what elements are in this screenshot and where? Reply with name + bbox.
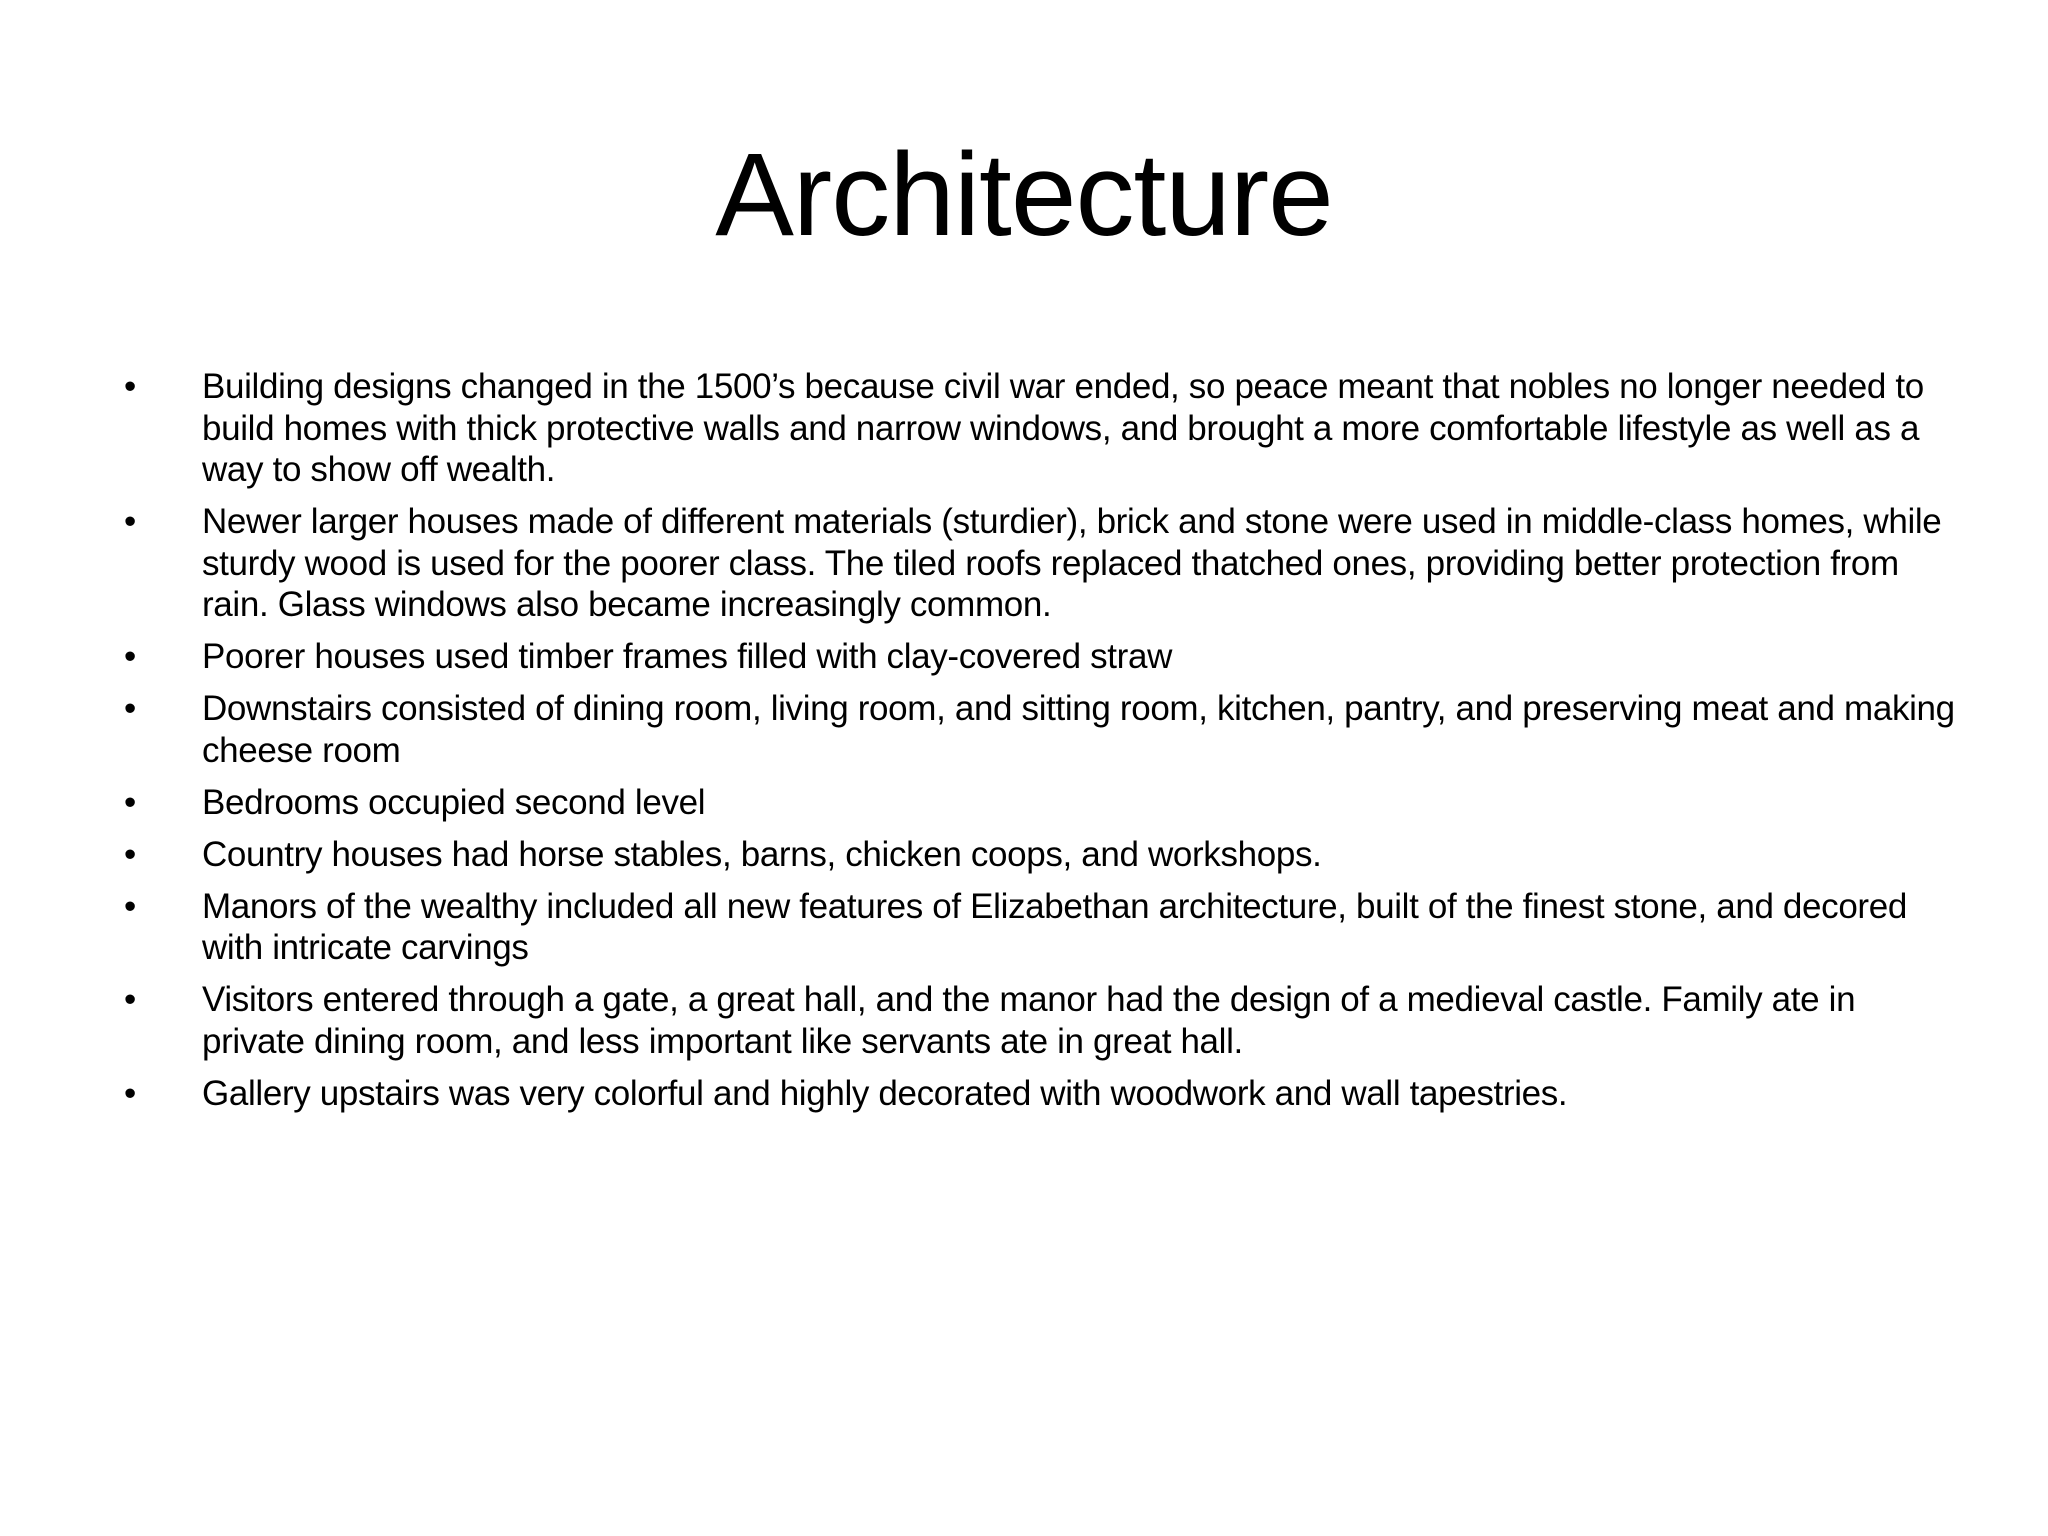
bullet-text: Downstairs consisted of dining room, living room, and sitting room, kitchen, pantry, and preserving meat and making cheese room — [202, 689, 1955, 770]
bullet-item — [120, 688, 1960, 771]
bullet-marker: • — [124, 689, 136, 728]
bullet-text: Poorer houses used timber frames filled with clay-covered straw — [202, 637, 1173, 676]
bullet-text: Country houses had horse stables, barns, chicken coops, and workshops. — [202, 834, 1322, 874]
bullet-item — [120, 501, 1960, 626]
bullet-marker: • — [124, 367, 136, 406]
bullet-item — [120, 1073, 1960, 1115]
slide-title: Architecture — [715, 129, 1333, 261]
bullet-item — [120, 782, 1960, 824]
bullet-text: Bedrooms occupied second level — [202, 782, 706, 822]
bullet-text: Visitors entered through a gate, a great hall, and the manor had the design of a medieval castle. Family ate in private dining room, and less important like servants ate in great hall. — [202, 980, 1856, 1061]
bullet-marker: • — [124, 834, 136, 874]
bullet-text: Gallery upstairs was very colorful and highly decorated with woodwork and wall tapestries. — [202, 1073, 1568, 1113]
bullet-marker: • — [124, 886, 136, 926]
bullet-list — [120, 366, 1960, 1125]
bullet-text: Manors of the wealthy included all new features of Elizabethan architecture, built of the finest stone, and decored with intricate carvings — [202, 886, 1907, 967]
bullet-item — [120, 886, 1960, 969]
bullet-text: Building designs changed in the 1500’s because civil war ended, so peace meant that nobles no longer needed to build homes with thick protective walls and narrow windows, and brought a more comfortable lifestyle as well as a way to show off wealth. — [202, 367, 1924, 489]
bullet-marker: • — [124, 637, 136, 676]
bullet-item — [120, 636, 1960, 678]
bullet-marker: • — [124, 980, 136, 1019]
bullet-item — [120, 834, 1960, 876]
bullet-text: Newer larger houses made of different materials (sturdier), brick and stone were used in middle-class homes, while sturdy wood is used for the poorer class. The tiled roofs replaced thatched ones, providing better protection from rain. Glass windows also became increasingly common. — [202, 502, 1942, 624]
bullet-item — [120, 979, 1960, 1062]
bullet-marker: • — [124, 782, 136, 822]
bullet-marker: • — [124, 502, 136, 541]
bullet-marker: • — [124, 1073, 136, 1113]
bullet-item — [120, 366, 1960, 491]
